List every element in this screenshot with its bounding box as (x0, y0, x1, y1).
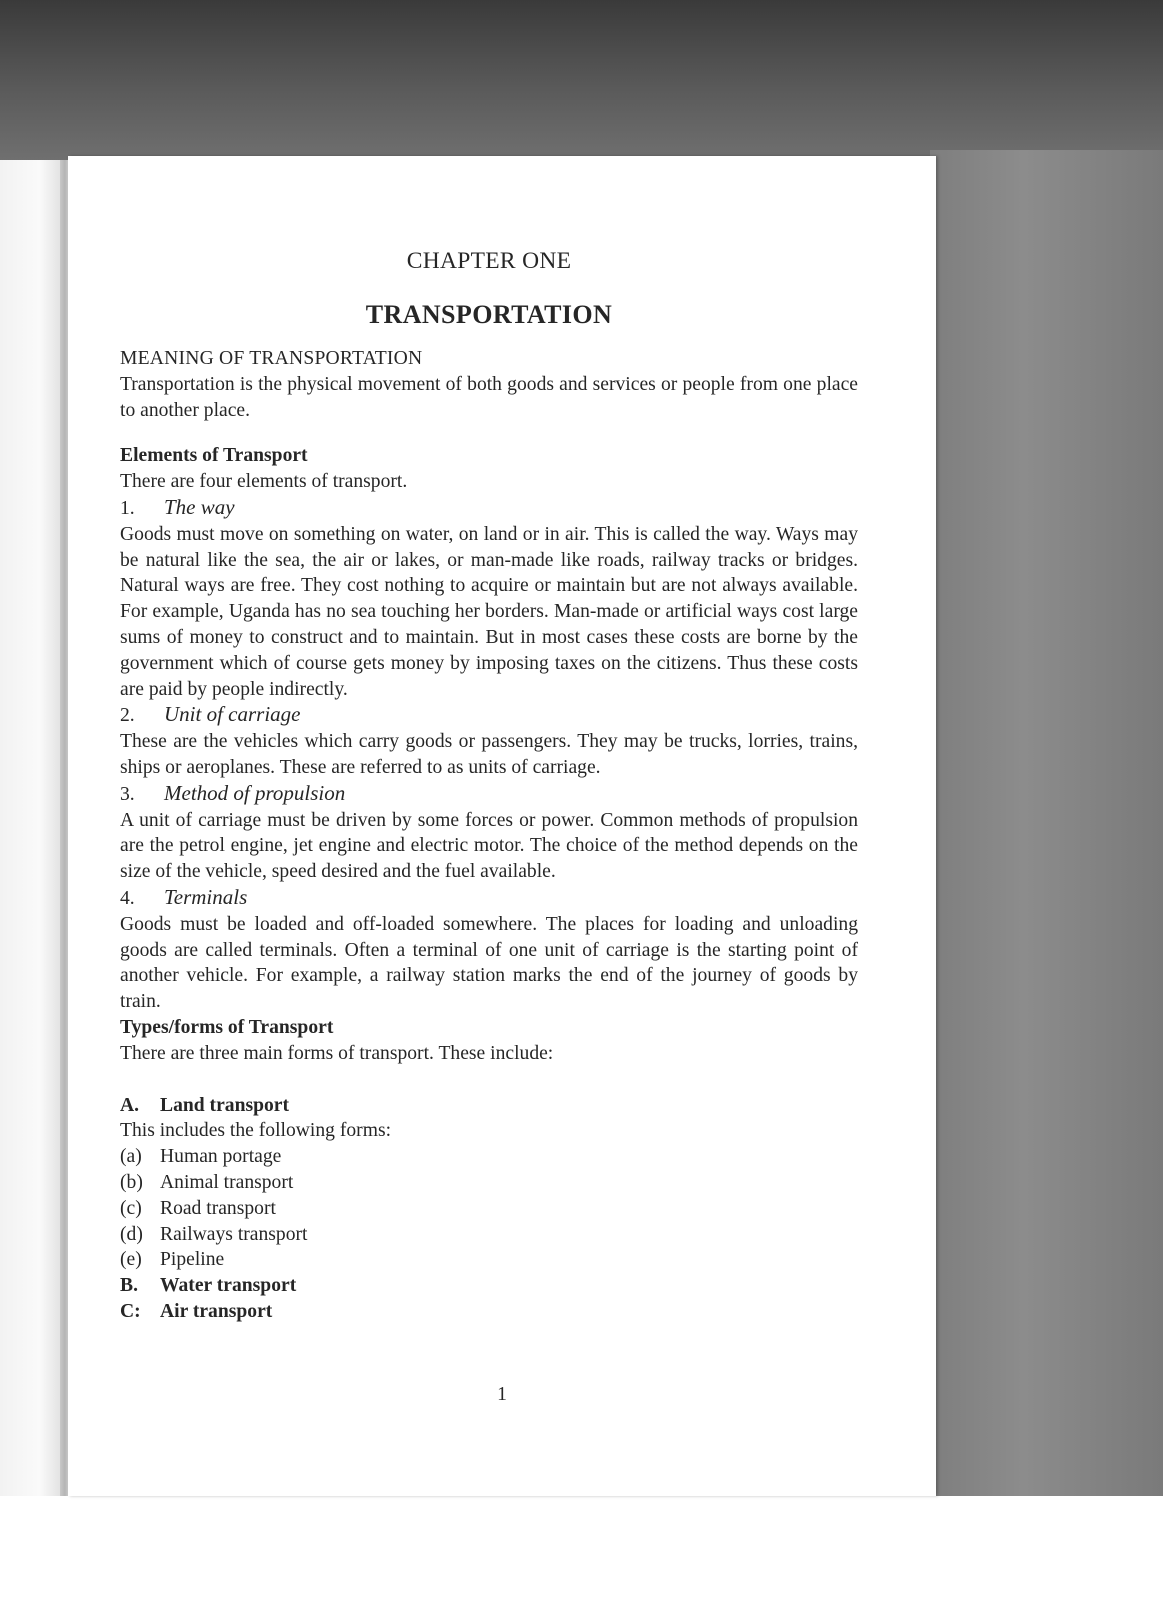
list-marker: (b) (120, 1171, 143, 1193)
scan-background-right (930, 150, 1163, 1496)
element-text-way: Goods must move on something on water, on land or in air. This is called the way. Ways may be natural like the sea, the air or lakes, or man-made like roads, railway tracks or bridges. Natural ways are free. They cost nothing to acquire or maintain but are not always available. For example, Uganda has no sea touching her borders. Man-made or artificial ways cost large sums of money to construct and to maintain. But in most cases these costs are borne by the government which of course gets money by imposing taxes on the citizens. Thus these costs are paid by people indirectly. (120, 523, 858, 700)
elements-intro: There are four elements of transport. (120, 471, 408, 493)
list-item (120, 1222, 858, 1248)
element-title: Terminals (164, 884, 248, 909)
water-transport-heading (120, 1273, 858, 1299)
elements-heading: Elements of Transport (120, 445, 308, 467)
list-label: Pipeline (160, 1249, 225, 1271)
facing-page-edge (0, 160, 66, 1498)
element-text-unit-of-carriage: These are the vehicles which carry goods or passengers. They may be trucks, lorries, trains, ships or aeroplanes. These are referred to as units of carriage. (120, 731, 858, 778)
element-number: 1. (120, 497, 135, 519)
chapter-title: TRANSPORTATION (365, 300, 613, 329)
types-heading: Types/forms of Transport (120, 1016, 334, 1038)
section-letter: A. (120, 1094, 140, 1116)
land-transport-heading (120, 1093, 858, 1119)
list-label: Animal transport (160, 1171, 294, 1193)
section-title: Air transport (160, 1300, 273, 1322)
element-heading-method-of-propulsion (120, 781, 858, 808)
list-label: Human portage (160, 1146, 282, 1168)
element-number: 3. (120, 783, 135, 805)
list-item (120, 1247, 858, 1273)
land-transport-intro: This includes the following forms: (120, 1120, 392, 1142)
scan-background-bottom (0, 1496, 1163, 1600)
element-heading-terminals (120, 885, 858, 912)
list-marker: (e) (120, 1249, 142, 1271)
meaning-text: Transportation is the physical movement of both goods and services or people from one place to another place. (120, 373, 858, 421)
element-heading-way (120, 495, 858, 522)
element-heading-unit-of-carriage (120, 702, 858, 729)
list-item (120, 1196, 858, 1222)
element-number: 4. (120, 887, 135, 909)
list-marker: (a) (120, 1146, 142, 1168)
air-transport-heading (120, 1299, 858, 1325)
section-letter: B. (120, 1275, 138, 1297)
list-label: Road transport (160, 1197, 276, 1219)
element-number: 2. (120, 705, 135, 727)
scan-background-top (0, 0, 1163, 162)
types-intro: There are three main forms of transport. These include: (120, 1042, 554, 1064)
element-title: Method of propulsion (164, 780, 346, 805)
list-marker: (c) (120, 1197, 142, 1219)
page-number: 1 (497, 1384, 507, 1405)
list-label: Railways transport (160, 1223, 308, 1245)
page-content (120, 246, 858, 1325)
element-text-terminals: Goods must be loaded and off-loaded somewhere. The places for loading and unloading goods are called terminals. Often a terminal of one unit of carriage is the starting point of another vehicle. For example, a railway station marks the end of the journey of goods by train. (120, 913, 858, 1013)
section-title: Water transport (160, 1275, 297, 1297)
section-letter: C: (120, 1300, 141, 1322)
list-item (120, 1144, 858, 1170)
chapter-label: CHAPTER ONE (406, 248, 572, 274)
section-title: Land transport (160, 1094, 290, 1116)
list-marker: (d) (120, 1223, 143, 1245)
element-title: The way (164, 494, 235, 519)
element-title: Unit of carriage (164, 702, 301, 727)
list-item (120, 1170, 858, 1196)
meaning-heading: MEANING OF TRANSPORTATION (120, 348, 423, 369)
element-text-method-of-propulsion: A unit of carriage must be driven by some forces or power. Common methods of propulsion are the petrol engine, jet engine and electric motor. The choice of the method depends on the size of the vehicle, speed desired and the fuel available. (120, 809, 858, 883)
book-page (68, 156, 936, 1496)
